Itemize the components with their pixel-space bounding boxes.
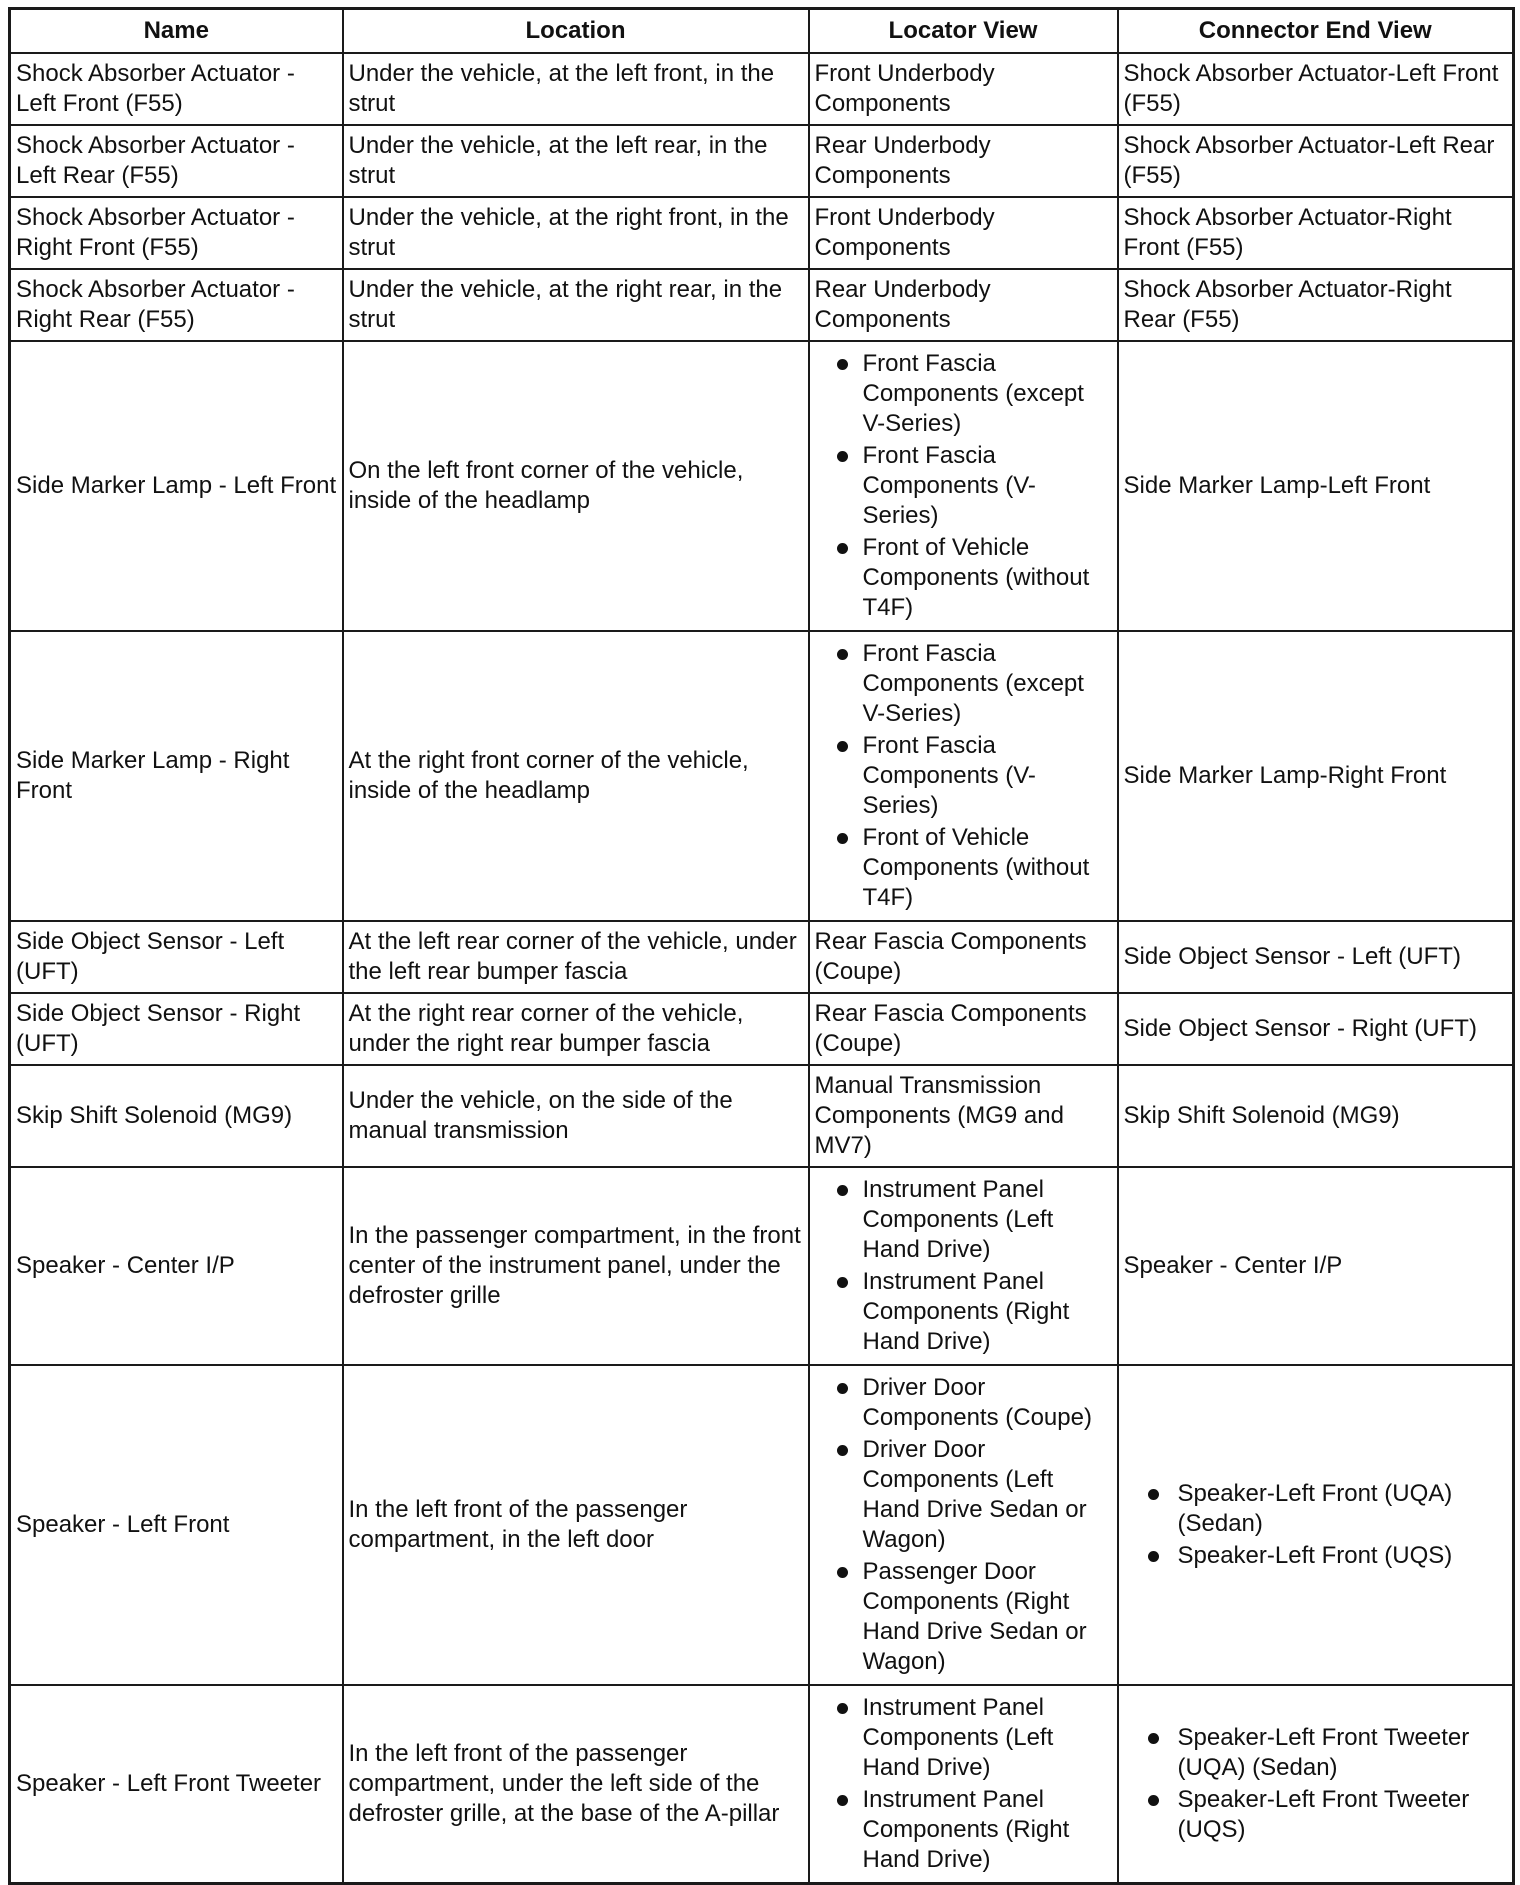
cell-connector-end-view: Side Marker Lamp-Right Front (1118, 631, 1514, 921)
cell-name: Side Object Sensor - Right (UFT) (10, 993, 343, 1065)
cell-location: Under the vehicle, at the left rear, in the strut (343, 125, 809, 197)
cell-locator-view (809, 341, 1118, 631)
list-item: Driver Door Components (Left Hand Drive Sedan or Wagon) (815, 1435, 1112, 1555)
cell-locator-view: Rear Fascia Components (Coupe) (809, 921, 1118, 993)
cell-locator-view: Rear Fascia Components (Coupe) (809, 993, 1118, 1065)
cell-locator-view (809, 1685, 1118, 1884)
cell-location: Under the vehicle, at the right front, in the strut (343, 197, 809, 269)
column-header-name: Name (10, 9, 343, 54)
cell-name: Shock Absorber Actuator - Left Rear (F55) (10, 125, 343, 197)
cell-name: Speaker - Left Front (10, 1365, 343, 1685)
cell-locator-view-list (815, 1693, 1112, 1875)
cell-connector-end-view: Side Object Sensor - Right (UFT) (1118, 993, 1514, 1065)
cell-location: In the left front of the passenger compartment, under the left side of the defroster grille, at the base of the A-pillar (343, 1685, 809, 1884)
cell-connector-end-view: Shock Absorber Actuator-Left Rear (F55) (1118, 125, 1514, 197)
cell-connector-end-view: Speaker - Center I/P (1118, 1167, 1514, 1365)
cell-location: In the passenger compartment, in the front center of the instrument panel, under the defroster grille (343, 1167, 809, 1365)
cell-connector-end-view (1118, 1685, 1514, 1884)
cell-connector-end-view: Skip Shift Solenoid (MG9) (1118, 1065, 1514, 1167)
table-row (10, 631, 1514, 921)
list-item: Speaker-Left Front Tweeter (UQA) (Sedan) (1124, 1723, 1508, 1783)
cell-locator-view: Manual Transmission Components (MG9 and MV7) (809, 1065, 1118, 1167)
table-row (10, 993, 1514, 1065)
list-item: Front Fascia Components (except V-Series) (815, 639, 1112, 729)
list-item: Passenger Door Components (Right Hand Drive Sedan or Wagon) (815, 1557, 1112, 1677)
list-item: Instrument Panel Components (Right Hand Drive) (815, 1785, 1112, 1875)
cell-connector-end-view: Side Object Sensor - Left (UFT) (1118, 921, 1514, 993)
cell-locator-view: Front Underbody Components (809, 53, 1118, 125)
list-item: Driver Door Components (Coupe) (815, 1373, 1112, 1433)
component-locator-table (8, 7, 1515, 1885)
cell-name: Shock Absorber Actuator - Right Rear (F55) (10, 269, 343, 341)
cell-name: Shock Absorber Actuator - Right Front (F55) (10, 197, 343, 269)
table-row (10, 921, 1514, 993)
table-row (10, 1167, 1514, 1365)
list-item: Front Fascia Components (except V-Series) (815, 349, 1112, 439)
cell-location: At the right front corner of the vehicle, inside of the headlamp (343, 631, 809, 921)
list-item: Front of Vehicle Components (without T4F) (815, 533, 1112, 623)
column-header-connector-end-view: Connector End View (1118, 9, 1514, 54)
table-row (10, 1065, 1514, 1167)
cell-connector-end-view (1118, 1365, 1514, 1685)
cell-location: In the left front of the passenger compartment, in the left door (343, 1365, 809, 1685)
column-header-location: Location (343, 9, 809, 54)
cell-location: At the left rear corner of the vehicle, under the left rear bumper fascia (343, 921, 809, 993)
cell-connector-end-view: Shock Absorber Actuator-Left Front (F55) (1118, 53, 1514, 125)
header-row (10, 9, 1514, 54)
list-item: Front Fascia Components (V-Series) (815, 731, 1112, 821)
table-row (10, 341, 1514, 631)
cell-locator-view: Front Underbody Components (809, 197, 1118, 269)
cell-connector-end-view: Shock Absorber Actuator-Right Front (F55) (1118, 197, 1514, 269)
cell-location: Under the vehicle, at the right rear, in the strut (343, 269, 809, 341)
cell-locator-view (809, 631, 1118, 921)
cell-locator-view (809, 1167, 1118, 1365)
cell-name: Side Object Sensor - Left (UFT) (10, 921, 343, 993)
list-item: Instrument Panel Components (Left Hand Drive) (815, 1693, 1112, 1783)
cell-name: Side Marker Lamp - Right Front (10, 631, 343, 921)
list-item: Front of Vehicle Components (without T4F) (815, 823, 1112, 913)
list-item: Instrument Panel Components (Left Hand Drive) (815, 1175, 1112, 1265)
cell-locator-view-list (815, 639, 1112, 913)
table-row (10, 269, 1514, 341)
cell-locator-view: Rear Underbody Components (809, 269, 1118, 341)
list-item: Speaker-Left Front (UQS) (1124, 1541, 1508, 1571)
cell-locator-view-list (815, 1373, 1112, 1677)
cell-connector-end-view-list (1124, 1723, 1508, 1845)
list-item: Front Fascia Components (V-Series) (815, 441, 1112, 531)
list-item: Instrument Panel Components (Right Hand Drive) (815, 1267, 1112, 1357)
cell-locator-view: Rear Underbody Components (809, 125, 1118, 197)
cell-name: Skip Shift Solenoid (MG9) (10, 1065, 343, 1167)
table-row (10, 1685, 1514, 1884)
cell-connector-end-view-list (1124, 1479, 1508, 1571)
table-body (10, 53, 1514, 1884)
list-item: Speaker-Left Front Tweeter (UQS) (1124, 1785, 1508, 1845)
cell-location: On the left front corner of the vehicle, inside of the headlamp (343, 341, 809, 631)
cell-name: Shock Absorber Actuator - Left Front (F55) (10, 53, 343, 125)
table-row (10, 53, 1514, 125)
cell-locator-view-list (815, 349, 1112, 623)
table-row (10, 125, 1514, 197)
table-row (10, 1365, 1514, 1685)
column-header-locator-view: Locator View (809, 9, 1118, 54)
cell-location: Under the vehicle, at the left front, in the strut (343, 53, 809, 125)
list-item: Speaker-Left Front (UQA) (Sedan) (1124, 1479, 1508, 1539)
cell-name: Speaker - Left Front Tweeter (10, 1685, 343, 1884)
cell-name: Speaker - Center I/P (10, 1167, 343, 1365)
cell-locator-view-list (815, 1175, 1112, 1357)
cell-connector-end-view: Shock Absorber Actuator-Right Rear (F55) (1118, 269, 1514, 341)
cell-name: Side Marker Lamp - Left Front (10, 341, 343, 631)
table-row (10, 197, 1514, 269)
cell-connector-end-view: Side Marker Lamp-Left Front (1118, 341, 1514, 631)
cell-locator-view (809, 1365, 1118, 1685)
cell-location: At the right rear corner of the vehicle, under the right rear bumper fascia (343, 993, 809, 1065)
cell-location: Under the vehicle, on the side of the manual transmission (343, 1065, 809, 1167)
